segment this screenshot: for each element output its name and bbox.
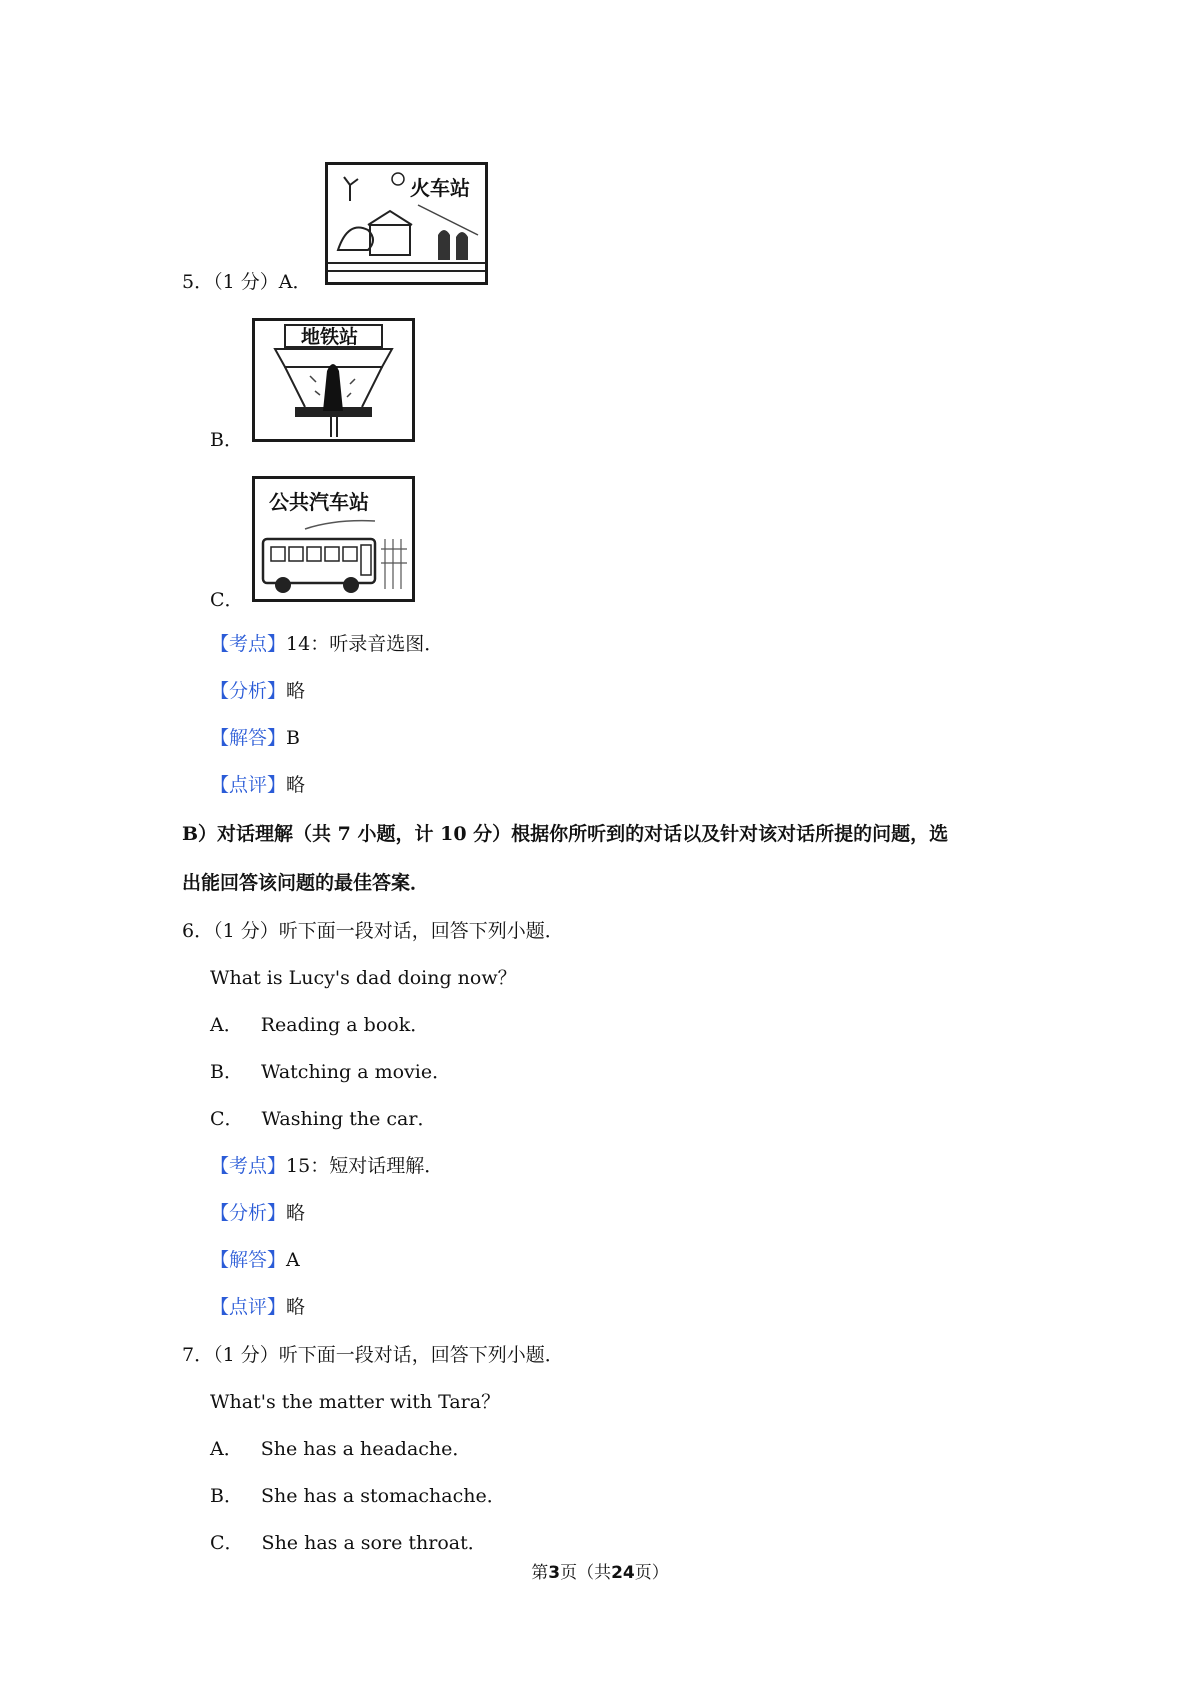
q6-option-a: A． Reading a book． — [210, 1014, 430, 1036]
q5-number: 5．（1 分）A． — [182, 271, 312, 293]
q6-kaodian: 【考点】15：短对话理解． — [210, 1155, 444, 1177]
q7-option-c: C． She has a sore throat． — [210, 1532, 487, 1554]
q5-kaodian: 【考点】14：听录音选图． — [210, 633, 444, 655]
q6-option-c: C． Washing the car． — [210, 1108, 437, 1130]
subway-station-image — [252, 318, 415, 442]
q7-option-a: A． She has a headache． — [210, 1438, 472, 1460]
train-station-image — [325, 162, 488, 285]
subway-station-sign: 地铁站 — [301, 326, 359, 348]
q5-dianping: 【点评】略 — [210, 774, 306, 796]
section-b-heading-line2: 出能回答该问题的最佳答案． — [182, 872, 430, 894]
q5-option-c: C． — [210, 589, 244, 611]
q5-fenxi: 【分析】略 — [210, 680, 306, 702]
q7-option-b: B． She has a stomachache． — [210, 1485, 506, 1507]
page-footer: 第3页（共24页） — [531, 1563, 669, 1583]
q7-number: 7．（1 分）听下面一段对话，回答下列小题． — [182, 1344, 564, 1366]
q6-fenxi: 【分析】略 — [210, 1202, 306, 1224]
section-b-heading-line1: B）对话理解（共 7 小题，计 10 分）根据你所听到的对话以及针对该对话所提的问题，选 — [182, 823, 949, 845]
q6-dianping: 【点评】略 — [210, 1296, 306, 1318]
q6-number: 6．（1 分）听下面一段对话，回答下列小题． — [182, 920, 564, 942]
q5-option-b: B． — [210, 429, 243, 451]
train-station-sign: 火车站 — [410, 176, 470, 200]
bus-station-image — [252, 476, 415, 602]
q6-jieda: 【解答】A — [210, 1249, 300, 1271]
q5-jieda: 【解答】B — [210, 727, 300, 749]
q6-option-b: B． Watching a movie． — [210, 1061, 452, 1083]
q6-question: What is Lucy's dad doing now？ — [210, 967, 517, 989]
bus-station-sign: 公共汽车站 — [269, 490, 369, 514]
q7-question: What's the matter with Tara？ — [210, 1391, 501, 1413]
